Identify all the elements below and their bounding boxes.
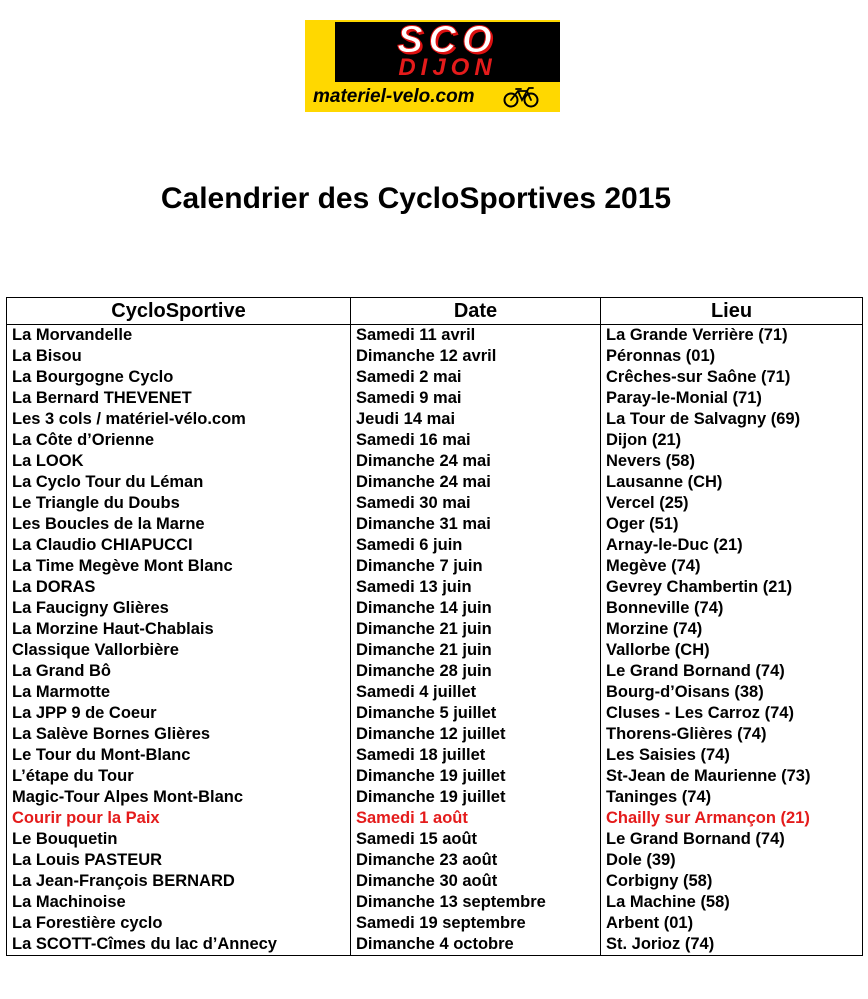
cell-date: Samedi 6 juin bbox=[351, 535, 601, 556]
table-row bbox=[7, 619, 863, 640]
table-row bbox=[7, 661, 863, 682]
cell-cyclosportive: Courir pour la Paix bbox=[7, 808, 351, 829]
cell-cyclosportive: La Marmotte bbox=[7, 682, 351, 703]
cell-cyclosportive: La Time Megève Mont Blanc bbox=[7, 556, 351, 577]
cell-cyclosportive: La JPP 9 de Coeur bbox=[7, 703, 351, 724]
cell-lieu: Crêches-sur Saône (71) bbox=[601, 367, 863, 388]
cell-date: Samedi 15 août bbox=[351, 829, 601, 850]
cell-cyclosportive: La Côte d’Orienne bbox=[7, 430, 351, 451]
cell-cyclosportive: La Jean-François BERNARD bbox=[7, 871, 351, 892]
cell-lieu: Arnay-le-Duc (21) bbox=[601, 535, 863, 556]
cell-lieu: Paray-le-Monial (71) bbox=[601, 388, 863, 409]
cell-cyclosportive: La Bourgogne Cyclo bbox=[7, 367, 351, 388]
table-row bbox=[7, 787, 863, 808]
table-row bbox=[7, 871, 863, 892]
logo-dijon-text: DIJON bbox=[398, 54, 497, 81]
cell-lieu: Vallorbe (CH) bbox=[601, 640, 863, 661]
cell-lieu: Arbent (01) bbox=[601, 913, 863, 934]
cell-cyclosportive: La Bisou bbox=[7, 346, 351, 367]
sco-dijon-logo bbox=[305, 20, 560, 112]
cell-lieu: Nevers (58) bbox=[601, 451, 863, 472]
cell-date: Samedi 9 mai bbox=[351, 388, 601, 409]
cell-cyclosportive: Le Bouquetin bbox=[7, 829, 351, 850]
cell-cyclosportive: Classique Vallorbière bbox=[7, 640, 351, 661]
table-row bbox=[7, 598, 863, 619]
cell-lieu: Dole (39) bbox=[601, 850, 863, 871]
cell-cyclosportive: Les Boucles de la Marne bbox=[7, 514, 351, 535]
table-row bbox=[7, 829, 863, 850]
cell-date: Dimanche 19 juillet bbox=[351, 766, 601, 787]
cell-cyclosportive: La DORAS bbox=[7, 577, 351, 598]
cell-lieu: Gevrey Chambertin (21) bbox=[601, 577, 863, 598]
cell-cyclosportive: La Salève Bornes Glières bbox=[7, 724, 351, 745]
cell-date: Samedi 2 mai bbox=[351, 367, 601, 388]
table-row bbox=[7, 346, 863, 367]
cell-lieu: Bonneville (74) bbox=[601, 598, 863, 619]
cell-cyclosportive: La Machinoise bbox=[7, 892, 351, 913]
cell-lieu: Le Grand Bornand (74) bbox=[601, 661, 863, 682]
table-row bbox=[7, 892, 863, 913]
cell-date: Dimanche 21 juin bbox=[351, 640, 601, 661]
cell-lieu: Les Saisies (74) bbox=[601, 745, 863, 766]
cell-lieu: La Grande Verrière (71) bbox=[601, 325, 863, 347]
cell-cyclosportive: La Forestière cyclo bbox=[7, 913, 351, 934]
cell-lieu: Cluses - Les Carroz (74) bbox=[601, 703, 863, 724]
cell-lieu: La Tour de Salvagny (69) bbox=[601, 409, 863, 430]
cell-cyclosportive: La Bernard THEVENET bbox=[7, 388, 351, 409]
cell-date: Dimanche 24 mai bbox=[351, 451, 601, 472]
table-row bbox=[7, 493, 863, 514]
cell-cyclosportive: La Cyclo Tour du Léman bbox=[7, 472, 351, 493]
cell-lieu: Thorens-Glières (74) bbox=[601, 724, 863, 745]
page-title: Calendrier des CycloSportives 2015 bbox=[160, 182, 672, 215]
cell-cyclosportive: La Morzine Haut-Chablais bbox=[7, 619, 351, 640]
cell-date: Samedi 18 juillet bbox=[351, 745, 601, 766]
cell-lieu: St. Jorioz (74) bbox=[601, 934, 863, 956]
logo-materiel-velo-text: materiel-velo.com bbox=[313, 86, 475, 107]
cell-date: Dimanche 28 juin bbox=[351, 661, 601, 682]
header-cyclosportive: CycloSportive bbox=[7, 298, 351, 325]
cell-date: Dimanche 19 juillet bbox=[351, 787, 601, 808]
cell-date: Dimanche 7 juin bbox=[351, 556, 601, 577]
cell-lieu: Morzine (74) bbox=[601, 619, 863, 640]
cell-cyclosportive: La Morvandelle bbox=[7, 325, 351, 347]
table-row bbox=[7, 556, 863, 577]
cell-date: Samedi 19 septembre bbox=[351, 913, 601, 934]
cell-date: Dimanche 24 mai bbox=[351, 472, 601, 493]
cell-cyclosportive: L’étape du Tour bbox=[7, 766, 351, 787]
cell-cyclosportive: La Claudio CHIAPUCCI bbox=[7, 535, 351, 556]
table-header-row bbox=[7, 298, 863, 325]
cell-lieu: Péronnas (01) bbox=[601, 346, 863, 367]
cell-date: Dimanche 13 septembre bbox=[351, 892, 601, 913]
cell-date: Dimanche 12 juillet bbox=[351, 724, 601, 745]
table-row bbox=[7, 682, 863, 703]
logo-sco-text: SCO bbox=[397, 19, 498, 61]
cell-date: Jeudi 14 mai bbox=[351, 409, 601, 430]
table-row bbox=[7, 472, 863, 493]
table-row bbox=[7, 514, 863, 535]
table-row bbox=[7, 451, 863, 472]
table-row bbox=[7, 325, 863, 347]
cell-date: Dimanche 23 août bbox=[351, 850, 601, 871]
cell-lieu: Oger (51) bbox=[601, 514, 863, 535]
table-row bbox=[7, 367, 863, 388]
cell-date: Samedi 11 avril bbox=[351, 325, 601, 347]
table-row bbox=[7, 850, 863, 871]
cell-date: Dimanche 5 juillet bbox=[351, 703, 601, 724]
table-row bbox=[7, 724, 863, 745]
table-row bbox=[7, 430, 863, 451]
table-row bbox=[7, 388, 863, 409]
cell-lieu: Megève (74) bbox=[601, 556, 863, 577]
cell-date: Dimanche 12 avril bbox=[351, 346, 601, 367]
header-date: Date bbox=[351, 298, 601, 325]
cell-date: Samedi 16 mai bbox=[351, 430, 601, 451]
cell-date: Dimanche 21 juin bbox=[351, 619, 601, 640]
cell-date: Dimanche 14 juin bbox=[351, 598, 601, 619]
cell-cyclosportive: La Louis PASTEUR bbox=[7, 850, 351, 871]
table-row bbox=[7, 703, 863, 724]
cell-cyclosportive: La Faucigny Glières bbox=[7, 598, 351, 619]
cell-lieu: La Machine (58) bbox=[601, 892, 863, 913]
cell-date: Dimanche 31 mai bbox=[351, 514, 601, 535]
table-row bbox=[7, 577, 863, 598]
cell-date: Samedi 13 juin bbox=[351, 577, 601, 598]
cell-date: Dimanche 4 octobre bbox=[351, 934, 601, 956]
cell-cyclosportive: La SCOTT-Cîmes du lac d’Annecy bbox=[7, 934, 351, 956]
cell-lieu: Le Grand Bornand (74) bbox=[601, 829, 863, 850]
table-row bbox=[7, 535, 863, 556]
cell-lieu: Bourg-d’Oisans (38) bbox=[601, 682, 863, 703]
cell-cyclosportive: La Grand Bô bbox=[7, 661, 351, 682]
bicycle-icon bbox=[503, 86, 539, 108]
cell-lieu: Chailly sur Armançon (21) bbox=[601, 808, 863, 829]
cell-cyclosportive: Le Triangle du Doubs bbox=[7, 493, 351, 514]
cell-cyclosportive: La LOOK bbox=[7, 451, 351, 472]
cell-date: Samedi 30 mai bbox=[351, 493, 601, 514]
table-row bbox=[7, 409, 863, 430]
calendar-table bbox=[6, 297, 863, 956]
cell-lieu: Corbigny (58) bbox=[601, 871, 863, 892]
table-row bbox=[7, 745, 863, 766]
cell-date: Samedi 1 août bbox=[351, 808, 601, 829]
cell-lieu: Taninges (74) bbox=[601, 787, 863, 808]
cell-date: Dimanche 30 août bbox=[351, 871, 601, 892]
table-row bbox=[7, 808, 863, 829]
table-body bbox=[7, 325, 863, 956]
cell-lieu: St-Jean de Maurienne (73) bbox=[601, 766, 863, 787]
cell-cyclosportive: Les 3 cols / matériel-vélo.com bbox=[7, 409, 351, 430]
cell-lieu: Lausanne (CH) bbox=[601, 472, 863, 493]
cell-cyclosportive: Le Tour du Mont-Blanc bbox=[7, 745, 351, 766]
cell-lieu: Vercel (25) bbox=[601, 493, 863, 514]
table-row bbox=[7, 766, 863, 787]
table-row bbox=[7, 934, 863, 956]
cell-cyclosportive: Magic-Tour Alpes Mont-Blanc bbox=[7, 787, 351, 808]
cell-date: Samedi 4 juillet bbox=[351, 682, 601, 703]
header-lieu: Lieu bbox=[601, 298, 863, 325]
cell-lieu: Dijon (21) bbox=[601, 430, 863, 451]
table-row bbox=[7, 913, 863, 934]
table-row bbox=[7, 640, 863, 661]
